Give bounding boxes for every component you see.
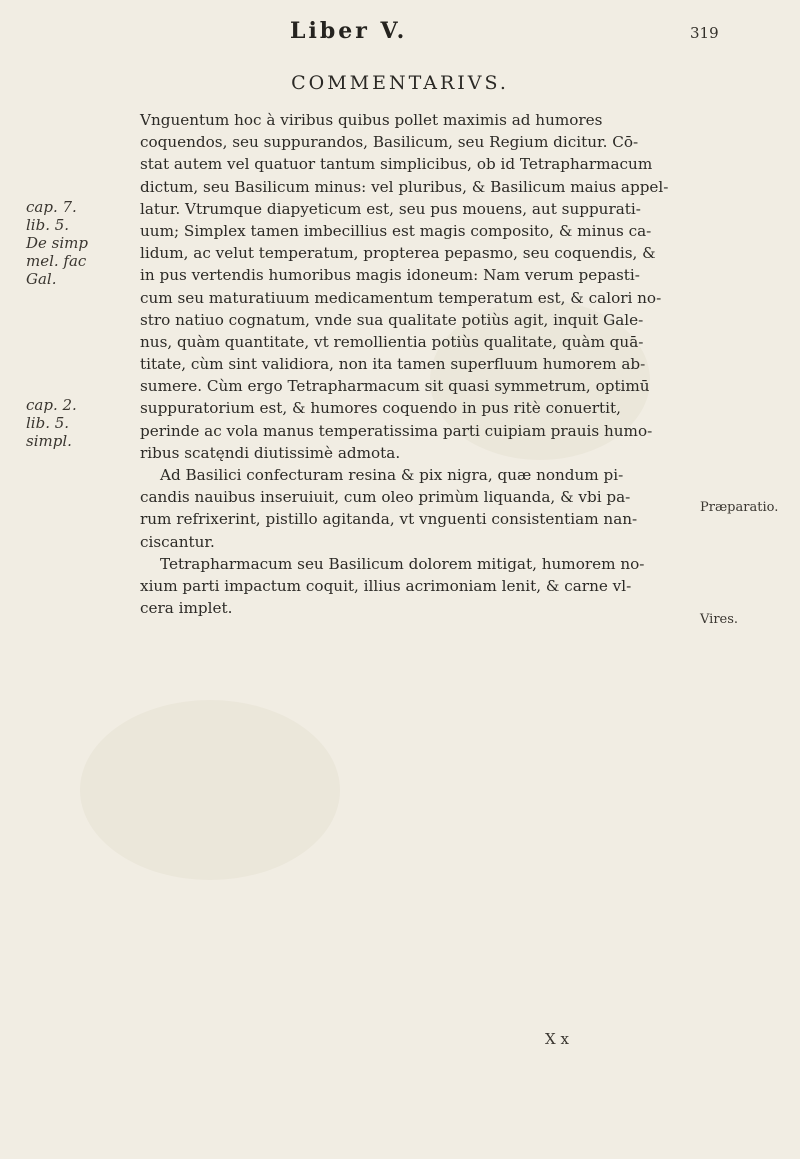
text-line: coquendos, seu suppurandos, Basilicum, seu Regium dicitur. Cō- — [140, 133, 639, 152]
margin-note-line: De simp — [26, 234, 88, 252]
margin-note-line: simpl. — [26, 432, 72, 450]
text-line: Tetrapharmacum seu Basilicum dolorem mitigat, humorem no- — [160, 554, 645, 573]
text-line: titate, cùm sint validiora, non ita tamen superfluum humorem ab- — [140, 355, 646, 374]
text-line: Ad Basilici confecturam resina & pix nigra, quæ nondum pi- — [160, 466, 624, 484]
text-line: nus, quàm quantitate, vt remollientia potiùs qualitate, quàm quā- — [140, 332, 644, 351]
text-line: sumere. Cùm ergo Tetrapharmacum sit quasi symmetrum, optimū — [140, 377, 650, 396]
margin-note-line: cap. 2. — [26, 396, 77, 414]
text-line: lidum, ac velut temperatum, propterea pepasmo, seu coquendis, & — [140, 244, 656, 263]
signature-mark: X x — [545, 1030, 569, 1048]
margin-note-line: cap. 7. — [26, 198, 77, 216]
text-line: latur. Vtrumque diapyeticum est, seu pus mouens, aut suppurati- — [140, 199, 641, 218]
text-line: in pus vertendis humoribus magis idoneum: Nam verum pepasti- — [140, 266, 640, 285]
text-line: uum; Simplex tamen imbecillius est magis composito, & minus ca- — [140, 221, 652, 240]
text-line: rum refrixerint, pistillo agitanda, vt vnguenti consistentiam nan- — [140, 510, 638, 529]
margin-note-left-1 — [26, 198, 88, 288]
text-line: stat autem vel quatuor tantum simplicibus, ob id Tetrapharmacum — [140, 155, 653, 174]
margin-note-right-2: Vires. — [700, 612, 739, 627]
section-title: COMMENTARIVS. — [291, 72, 509, 94]
text-line: perinde ac vola manus temperatissima parti cuipiam prauis humo- — [140, 421, 653, 440]
margin-note-line: mel. fac — [26, 252, 87, 270]
margin-note-left-2 — [26, 396, 77, 450]
text-line: cum seu maturatiuum medicamentum temperatum est, & calori no- — [140, 288, 662, 307]
page-number: 319 — [690, 24, 719, 42]
margin-note-right-1: Præparatio. — [700, 500, 779, 515]
margin-note-line: lib. 5. — [26, 414, 70, 432]
text-line: cera implet. — [140, 599, 233, 618]
margin-note-line: lib. 5. — [26, 216, 70, 234]
text-line: Vnguentum hoc à viribus quibus pollet maximis ad humores — [140, 111, 603, 129]
text-line: candis nauibus inseruiuit, cum oleo primùm liquanda, & vbi pa- — [140, 488, 631, 507]
text-line: xium parti impactum coquit, illius acrimoniam lenit, & carne vl- — [140, 576, 632, 595]
text-line: ciscantur. — [140, 532, 215, 551]
text-line: stro natiuo cognatum, vnde sua qualitate potiùs agit, inquit Gale- — [140, 310, 644, 329]
text-line: suppuratorium est, & humores coquendo in pus ritè conuertit, — [140, 399, 621, 418]
margin-note-line: Gal. — [26, 270, 57, 288]
running-title: Liber V. — [290, 18, 408, 44]
page-header — [0, 18, 800, 52]
text-line: dictum, seu Basilicum minus: vel pluribus, & Basilicum maius appel- — [140, 177, 669, 196]
text-line: ribus scatęndi diutissimè admota. — [140, 443, 401, 462]
body-text — [140, 109, 690, 619]
